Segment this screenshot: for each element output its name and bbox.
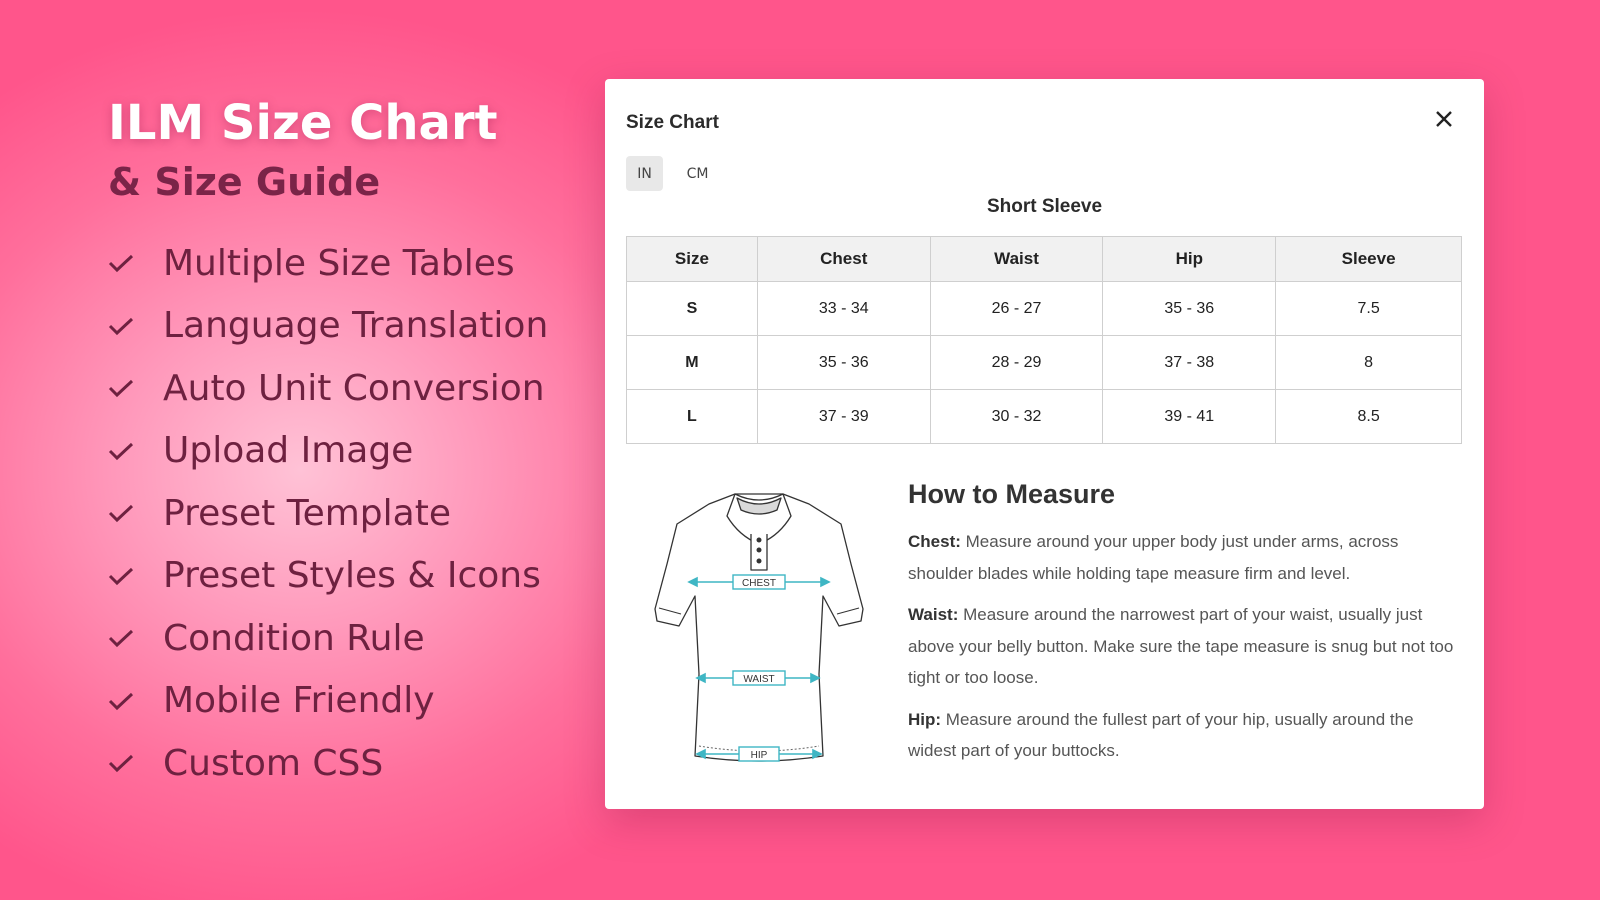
cell-size: S	[627, 282, 758, 336]
check-icon	[108, 628, 163, 648]
cell-waist: 28 - 29	[930, 336, 1103, 390]
measure-text: Measure around the narrowest part of your waist, usually just above your belly button. Make sure the tape measure is snug but not too tight or too loose.	[908, 605, 1454, 687]
cell-hip: 37 - 38	[1103, 336, 1276, 390]
feature-item	[108, 732, 548, 795]
promo-title: ILM Size Chart	[108, 95, 498, 151]
cell-chest: 35 - 36	[757, 336, 930, 390]
unit-tab-cm[interactable]: CM	[686, 165, 709, 182]
table-row	[627, 282, 1462, 336]
feature-label: Custom CSS	[163, 742, 384, 784]
cell-hip: 35 - 36	[1103, 282, 1276, 336]
feature-label: Preset Template	[163, 492, 451, 534]
table-header-row	[627, 237, 1462, 282]
feature-item	[108, 607, 548, 670]
measure-term: Waist:	[908, 605, 959, 624]
cell-waist: 30 - 32	[930, 390, 1103, 444]
cell-chest: 37 - 39	[757, 390, 930, 444]
table-title: Short Sleeve	[986, 196, 1103, 217]
cell-sleeve: 8.5	[1276, 390, 1462, 444]
measure-chest	[908, 526, 1463, 589]
measure-hip	[908, 704, 1463, 767]
waist-label: WAIST	[743, 674, 775, 685]
how-to-measure-title: How to Measure	[908, 479, 1116, 509]
table-row	[627, 390, 1462, 444]
header-sleeve: Sleeve	[1276, 237, 1462, 282]
unit-tab-in[interactable]: IN	[626, 156, 663, 191]
feature-list	[108, 232, 548, 795]
check-icon	[108, 253, 163, 273]
cell-hip: 39 - 41	[1103, 390, 1276, 444]
how-to-measure	[908, 479, 1463, 777]
cell-chest: 33 - 34	[757, 282, 930, 336]
measure-term: Chest:	[908, 532, 961, 551]
close-icon	[1435, 110, 1453, 132]
header-chest: Chest	[757, 237, 930, 282]
check-icon	[108, 691, 163, 711]
promo-header	[108, 92, 578, 208]
check-icon	[108, 503, 163, 523]
cell-sleeve: 7.5	[1276, 282, 1462, 336]
feature-label: Auto Unit Conversion	[163, 367, 545, 409]
feature-item	[108, 545, 548, 608]
check-icon	[108, 378, 163, 398]
cell-size: L	[627, 390, 758, 444]
size-table	[626, 236, 1462, 444]
cell-waist: 26 - 27	[930, 282, 1103, 336]
hip-label: HIP	[750, 750, 768, 761]
header-size: Size	[627, 237, 758, 282]
unit-tabs	[626, 156, 732, 191]
size-chart-modal	[605, 79, 1484, 809]
table-row	[627, 336, 1462, 390]
modal-title: Size Chart	[626, 112, 719, 133]
check-icon	[108, 566, 163, 586]
feature-item	[108, 670, 548, 733]
measure-waist	[908, 599, 1463, 694]
close-button[interactable]	[1430, 107, 1458, 135]
measure-text: Measure around your upper body just under arms, across shoulder blades while holding tape measure firm and level.	[908, 532, 1399, 583]
cell-sleeve: 8	[1276, 336, 1462, 390]
feature-label: Language Translation	[163, 305, 549, 347]
feature-label: Condition Rule	[163, 617, 425, 659]
measure-term: Hip:	[908, 709, 942, 729]
feature-item	[108, 295, 548, 358]
feature-item	[108, 482, 548, 545]
check-icon	[108, 753, 163, 773]
feature-label: Preset Styles & Icons	[163, 555, 541, 597]
shirt-measure-illustration	[647, 484, 872, 774]
header-waist: Waist	[930, 237, 1103, 282]
cell-size: M	[627, 336, 758, 390]
feature-label: Mobile Friendly	[163, 680, 435, 722]
chest-label: CHEST	[742, 578, 776, 589]
header-hip: Hip	[1103, 237, 1276, 282]
feature-item	[108, 357, 548, 420]
feature-item	[108, 232, 548, 295]
promo-subtitle: & Size Guide	[108, 160, 381, 204]
check-icon	[108, 441, 163, 461]
feature-label: Multiple Size Tables	[163, 242, 515, 284]
measure-text: Measure around the fullest part of your hip, usually around the widest part of your buttocks.	[908, 709, 1414, 760]
feature-item	[108, 420, 548, 483]
feature-label: Upload Image	[163, 430, 414, 472]
check-icon	[108, 316, 163, 336]
